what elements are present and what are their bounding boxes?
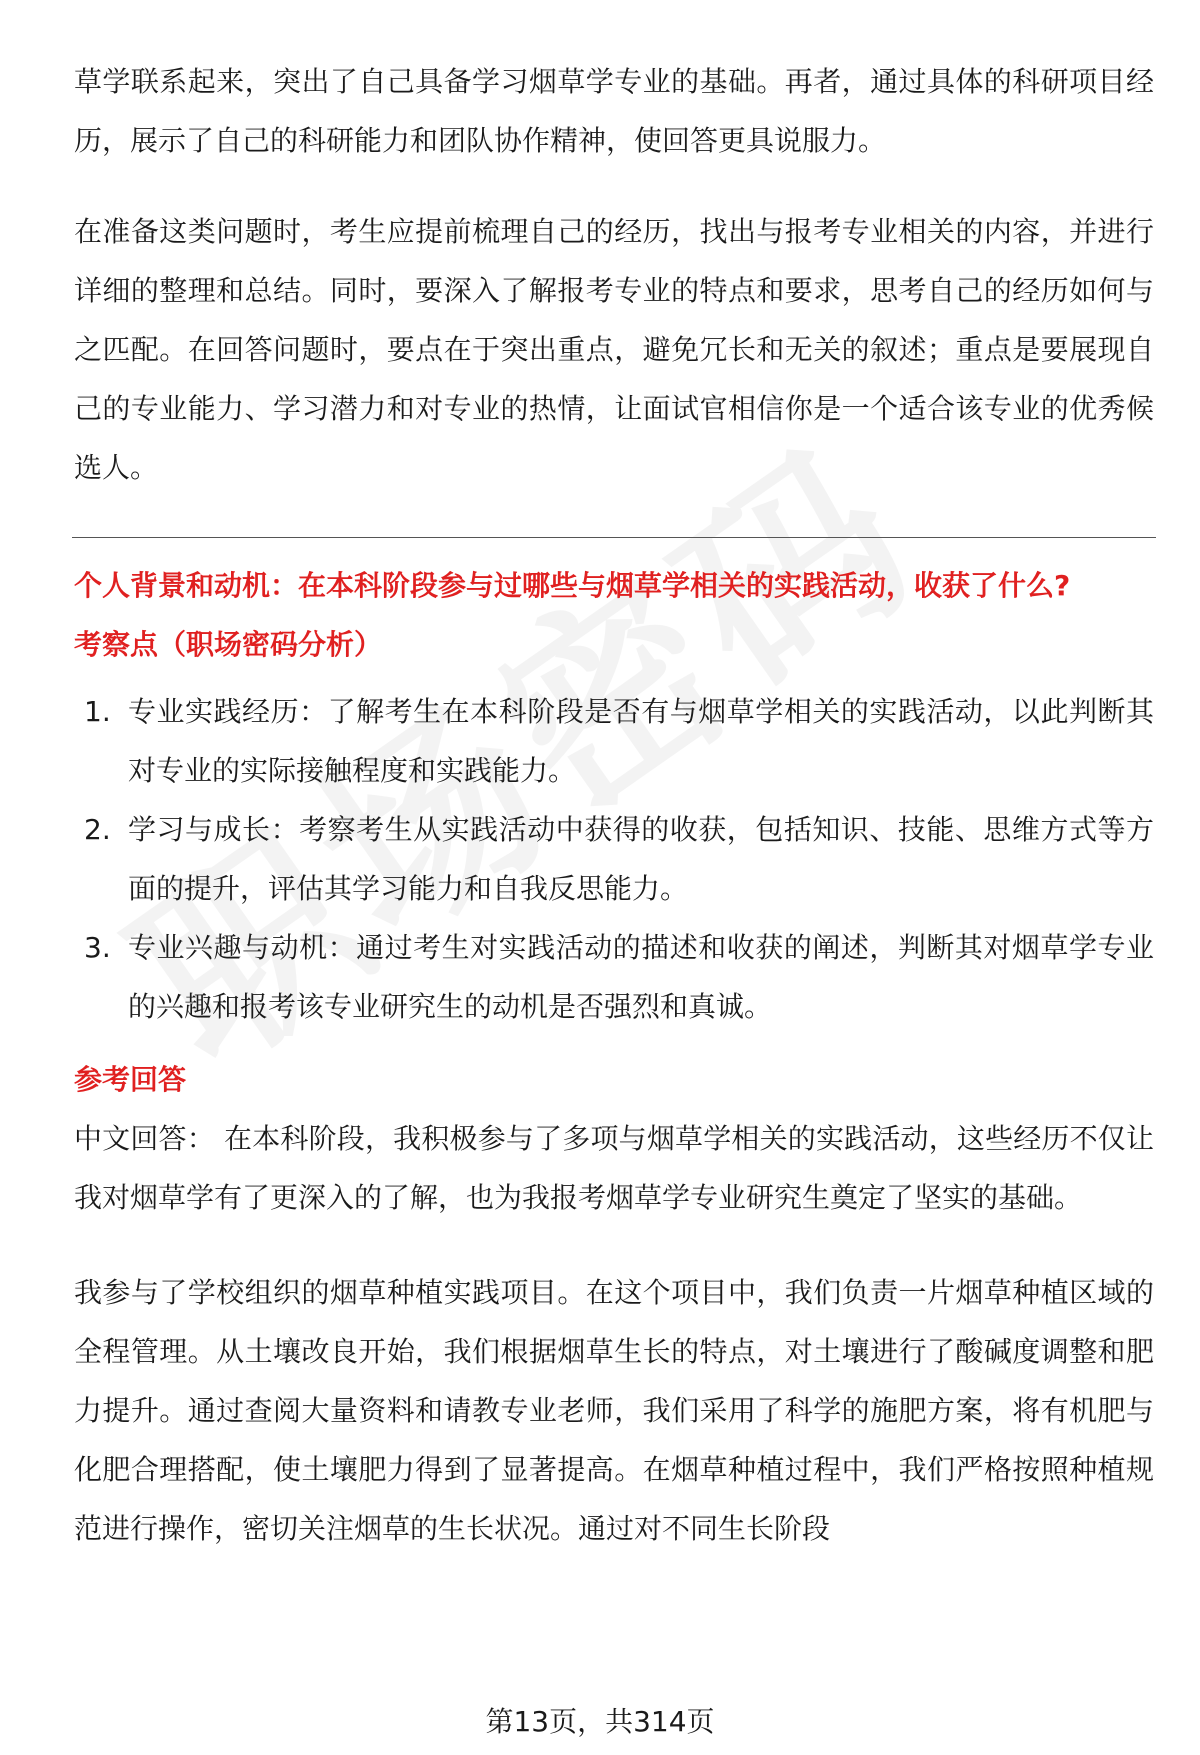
list-item: 2. 学习与成长：考察考生从实践活动中获得的收获，包括知识、技能、思维方式等方面的提升，评估其学习能力和自我反思能力。 [84,813,1154,905]
reference-answer-heading: 参考回答 [74,1063,187,1096]
exam-points-list [74,682,1154,1036]
list-item: 1. 专业实践经历：了解考生在本科阶段是否有与烟草学相关的实践活动，以此判断其对专业的实际接触程度和实践能力。 [84,695,1154,787]
paragraph-preparation-advice: 在准备这类问题时，考生应提前梳理自己的经历，找出与报考专业相关的内容，并进行详细的整理和总结。同时，要深入了解报考专业的特点和要求，思考自己的经历如何与之匹配。在回答问题时，要点在于突出重点，避免冗长和无关的叙述；重点是要展现自己的专业能力、学习潜力和对专业的热情，让面试官相信你是一个适合该专业的优秀候选人。 [74,215,1154,484]
list-item: 3. 专业兴趣与动机：通过考生对实践活动的描述和收获的阐述，判断其对烟草学专业的兴趣和报考该专业研究生的动机是否强烈和真诚。 [84,931,1154,1023]
paragraph-continuation: 草学联系起来，突出了自己具备学习烟草学专业的基础。再者，通过具体的科研项目经历，展示了自己的科研能力和团队协作精神，使回答更具说服力。 [74,65,1154,157]
answer-practice-paragraph: 我参与了学校组织的烟草种植实践项目。在这个项目中，我们负责一片烟草种植区域的全程管理。从土壤改良开始，我们根据烟草生长的特点，对土壤进行了酸碱度调整和肥力提升。通过查阅大量资料和请教专业老师，我们采用了科学的施肥方案，将有机肥与化肥合理搭配，使土壤肥力得到了显著提高。在烟草种植过程中，我们严格按照种植规范进行操作，密切关注烟草的生长状况。通过对不同生长阶段 [74,1276,1154,1545]
exam-points-heading: 考察点（职场密码分析） [74,628,383,661]
question-heading: 个人背景和动机：在本科阶段参与过哪些与烟草学相关的实践活动，收获了什么? [74,569,1071,602]
page-number-footer: 第13页，共314页 [485,1705,715,1738]
answer-intro-paragraph: 中文回答： 在本科阶段，我积极参与了多项与烟草学相关的实践活动，这些经历不仅让我对烟草学有了更深入的了解，也为我报考烟草学专业研究生奠定了坚实的基础。 [74,1122,1154,1214]
section-divider [72,537,1156,538]
page-content [74,52,1154,1558]
